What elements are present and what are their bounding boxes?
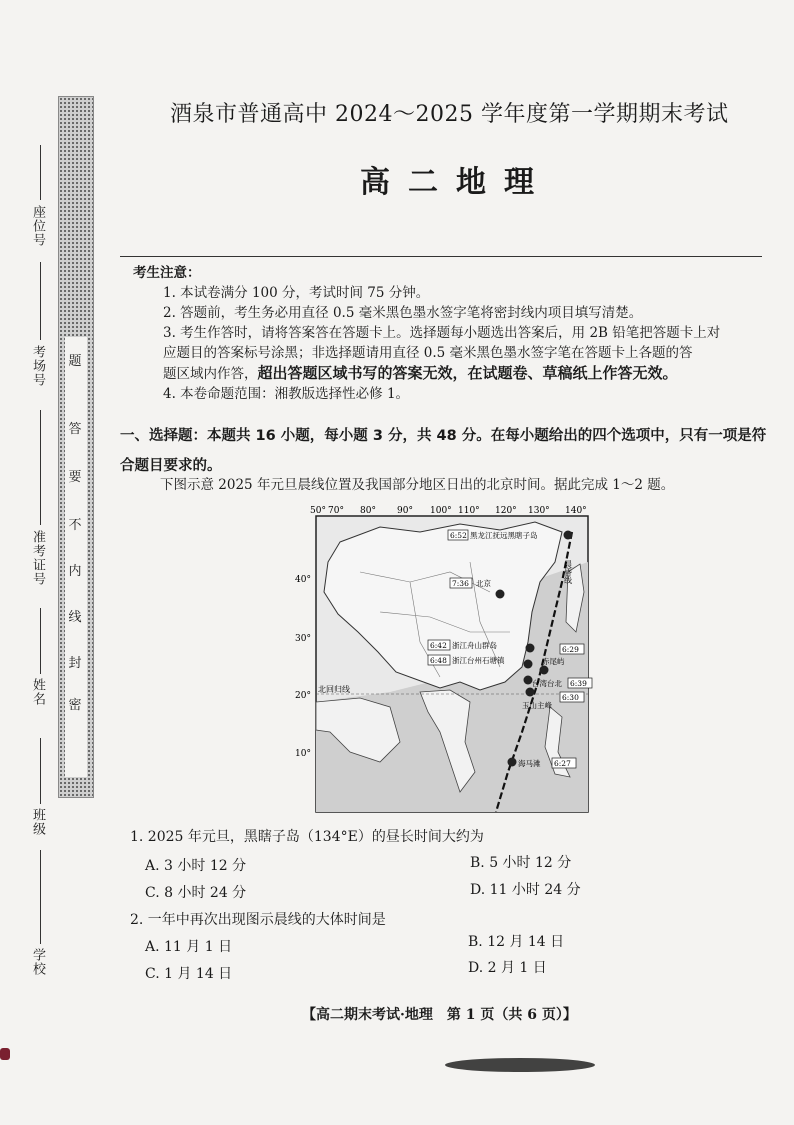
- exam-id-label: 准考证号: [30, 530, 45, 586]
- notice-item: 4. 本卷命题范围：湘教版选择性必修 1。: [163, 386, 410, 402]
- sunrise-time: 6:27: [554, 759, 571, 768]
- scan-edge-mark: [0, 1048, 10, 1060]
- name-line[interactable]: [40, 608, 41, 674]
- lon-label: 70°: [328, 506, 344, 516]
- place-dot: [524, 676, 533, 685]
- class-line[interactable]: [40, 738, 41, 804]
- option-c[interactable]: C. 1 月 14 日: [145, 966, 233, 982]
- candidate-notice: [133, 263, 773, 404]
- header-divider: [120, 256, 762, 257]
- place-dot: [564, 531, 573, 540]
- exam-title: 酒泉市普通高中 2024～2025 学年度第一学期期末考试: [170, 102, 729, 127]
- school-label: 学校: [30, 948, 45, 976]
- tropic-label: 北回归线: [318, 685, 350, 694]
- place-dot: [508, 758, 517, 767]
- notice-item-line: [133, 363, 773, 384]
- name-label: 姓名: [30, 678, 45, 706]
- lat-label: 10°: [295, 749, 311, 759]
- seal-char: 线: [68, 610, 82, 625]
- lon-label: 140°: [565, 506, 587, 516]
- notice-item: 题区域内作答，: [163, 366, 258, 382]
- option-b[interactable]: B. 12 月 14 日: [468, 934, 565, 950]
- subject-title: 高二地理: [360, 165, 552, 200]
- seat-number-line[interactable]: [40, 145, 41, 200]
- sunrise-time: 6:42: [430, 641, 447, 650]
- exam-id-line[interactable]: [40, 410, 41, 525]
- lat-label: 30°: [295, 634, 311, 644]
- seal-char: 答: [68, 422, 82, 437]
- place-dot: [524, 660, 533, 669]
- question-stem: 1. 2025 年元旦，黑瞎子岛（134°E）的昼长时间大约为: [130, 829, 484, 845]
- seal-char: 题: [68, 354, 82, 369]
- notice-emphasis: 超出答题区域书写的答案无效，在试题卷、草稿纸上作答无效。: [257, 364, 678, 382]
- seal-strip: [58, 96, 94, 798]
- place-name: 北京: [476, 579, 491, 588]
- lon-label: 100°: [430, 506, 452, 516]
- place-dot: [540, 666, 549, 675]
- place-name: 海马滩: [518, 759, 541, 768]
- place-name: 浙江台州石塘镇: [452, 656, 505, 665]
- lat-label: 40°: [295, 575, 311, 585]
- place-name: 浙江舟山群岛: [452, 641, 497, 650]
- sunrise-time: 6:39: [570, 679, 587, 688]
- notice-item: 1. 本试卷满分 100 分，考试时间 75 分钟。: [163, 285, 430, 301]
- place-dot: [526, 688, 535, 697]
- place-dot: [496, 590, 505, 599]
- lat-label: 20°: [295, 691, 311, 701]
- notice-item: 应题目的答案标号涂黑；非选择题请用直径 0.5 毫米黑色墨水签字笔在答题卡上各题的答: [163, 345, 693, 361]
- terminator-label: 晨昏线: [563, 560, 573, 584]
- room-number-label: 考场号: [30, 345, 45, 387]
- sunrise-time: 6:29: [562, 645, 579, 654]
- lon-label: 90°: [397, 506, 413, 516]
- sunrise-time: 6:30: [562, 693, 579, 702]
- place-dot: [526, 644, 535, 653]
- option-d[interactable]: D. 11 小时 24 分: [470, 882, 581, 898]
- place-name: 玉山主峰: [522, 701, 552, 710]
- lon-label: 120°: [495, 506, 517, 516]
- notice-item: 3. 考生作答时，请将答案答在答题卡上。选择题每小题选出答案后，用 2B 铅笔把答题卡上对: [163, 325, 721, 341]
- option-d[interactable]: D. 2 月 1 日: [468, 960, 547, 976]
- seal-char: 要: [68, 470, 82, 485]
- lon-label: 110°: [458, 506, 480, 516]
- seal-char: 密: [68, 698, 82, 713]
- seal-char: 内: [68, 564, 82, 579]
- school-line[interactable]: [40, 850, 41, 944]
- terminator-map: [295, 502, 594, 814]
- lon-label: 130°: [528, 506, 550, 516]
- notice-heading: 考生注意：: [133, 265, 201, 281]
- page-footer: 【高二期末考试·地理 第 1 页（共 6 页）】: [302, 1007, 577, 1023]
- sunrise-time: 6:48: [430, 656, 447, 665]
- class-label: 班级: [30, 808, 45, 836]
- place-name: 黑龙江抚远黑瞎子岛: [470, 531, 538, 540]
- place-name: 台湾台北: [532, 679, 562, 688]
- notice-item: 2. 答题前，考生务必用直径 0.5 毫米黑色墨水签字笔将密封线内项目填写清楚。: [163, 305, 643, 321]
- option-b[interactable]: B. 5 小时 12 分: [470, 855, 572, 871]
- seal-char: 封: [68, 656, 82, 671]
- room-number-line[interactable]: [40, 262, 41, 340]
- section-heading: 一、选择题：本题共 16 小题，每小题 3 分，共 48 分。在每小题给出的四个选项中，只有一项是符合题目要求的。: [120, 428, 767, 474]
- lon-label: 50°: [310, 506, 326, 516]
- option-a[interactable]: A. 3 小时 12 分: [145, 858, 247, 874]
- seat-number-label: 座位号: [30, 205, 45, 247]
- scan-smudge: [445, 1058, 595, 1072]
- lon-label: 80°: [360, 506, 376, 516]
- question-stem: 2. 一年中再次出现图示晨线的大体时间是: [130, 912, 386, 928]
- place-name: 赤尾屿: [542, 657, 565, 666]
- sunrise-time: 7:36: [452, 579, 469, 588]
- option-a[interactable]: A. 11 月 1 日: [145, 939, 233, 955]
- question-intro: 下图示意 2025 年元旦晨线位置及我国部分地区日出的北京时间。据此完成 1～2 题。: [160, 477, 675, 493]
- seal-char: 不: [68, 518, 82, 533]
- option-c[interactable]: C. 8 小时 24 分: [145, 885, 247, 901]
- sunrise-time: 6:52: [450, 531, 467, 540]
